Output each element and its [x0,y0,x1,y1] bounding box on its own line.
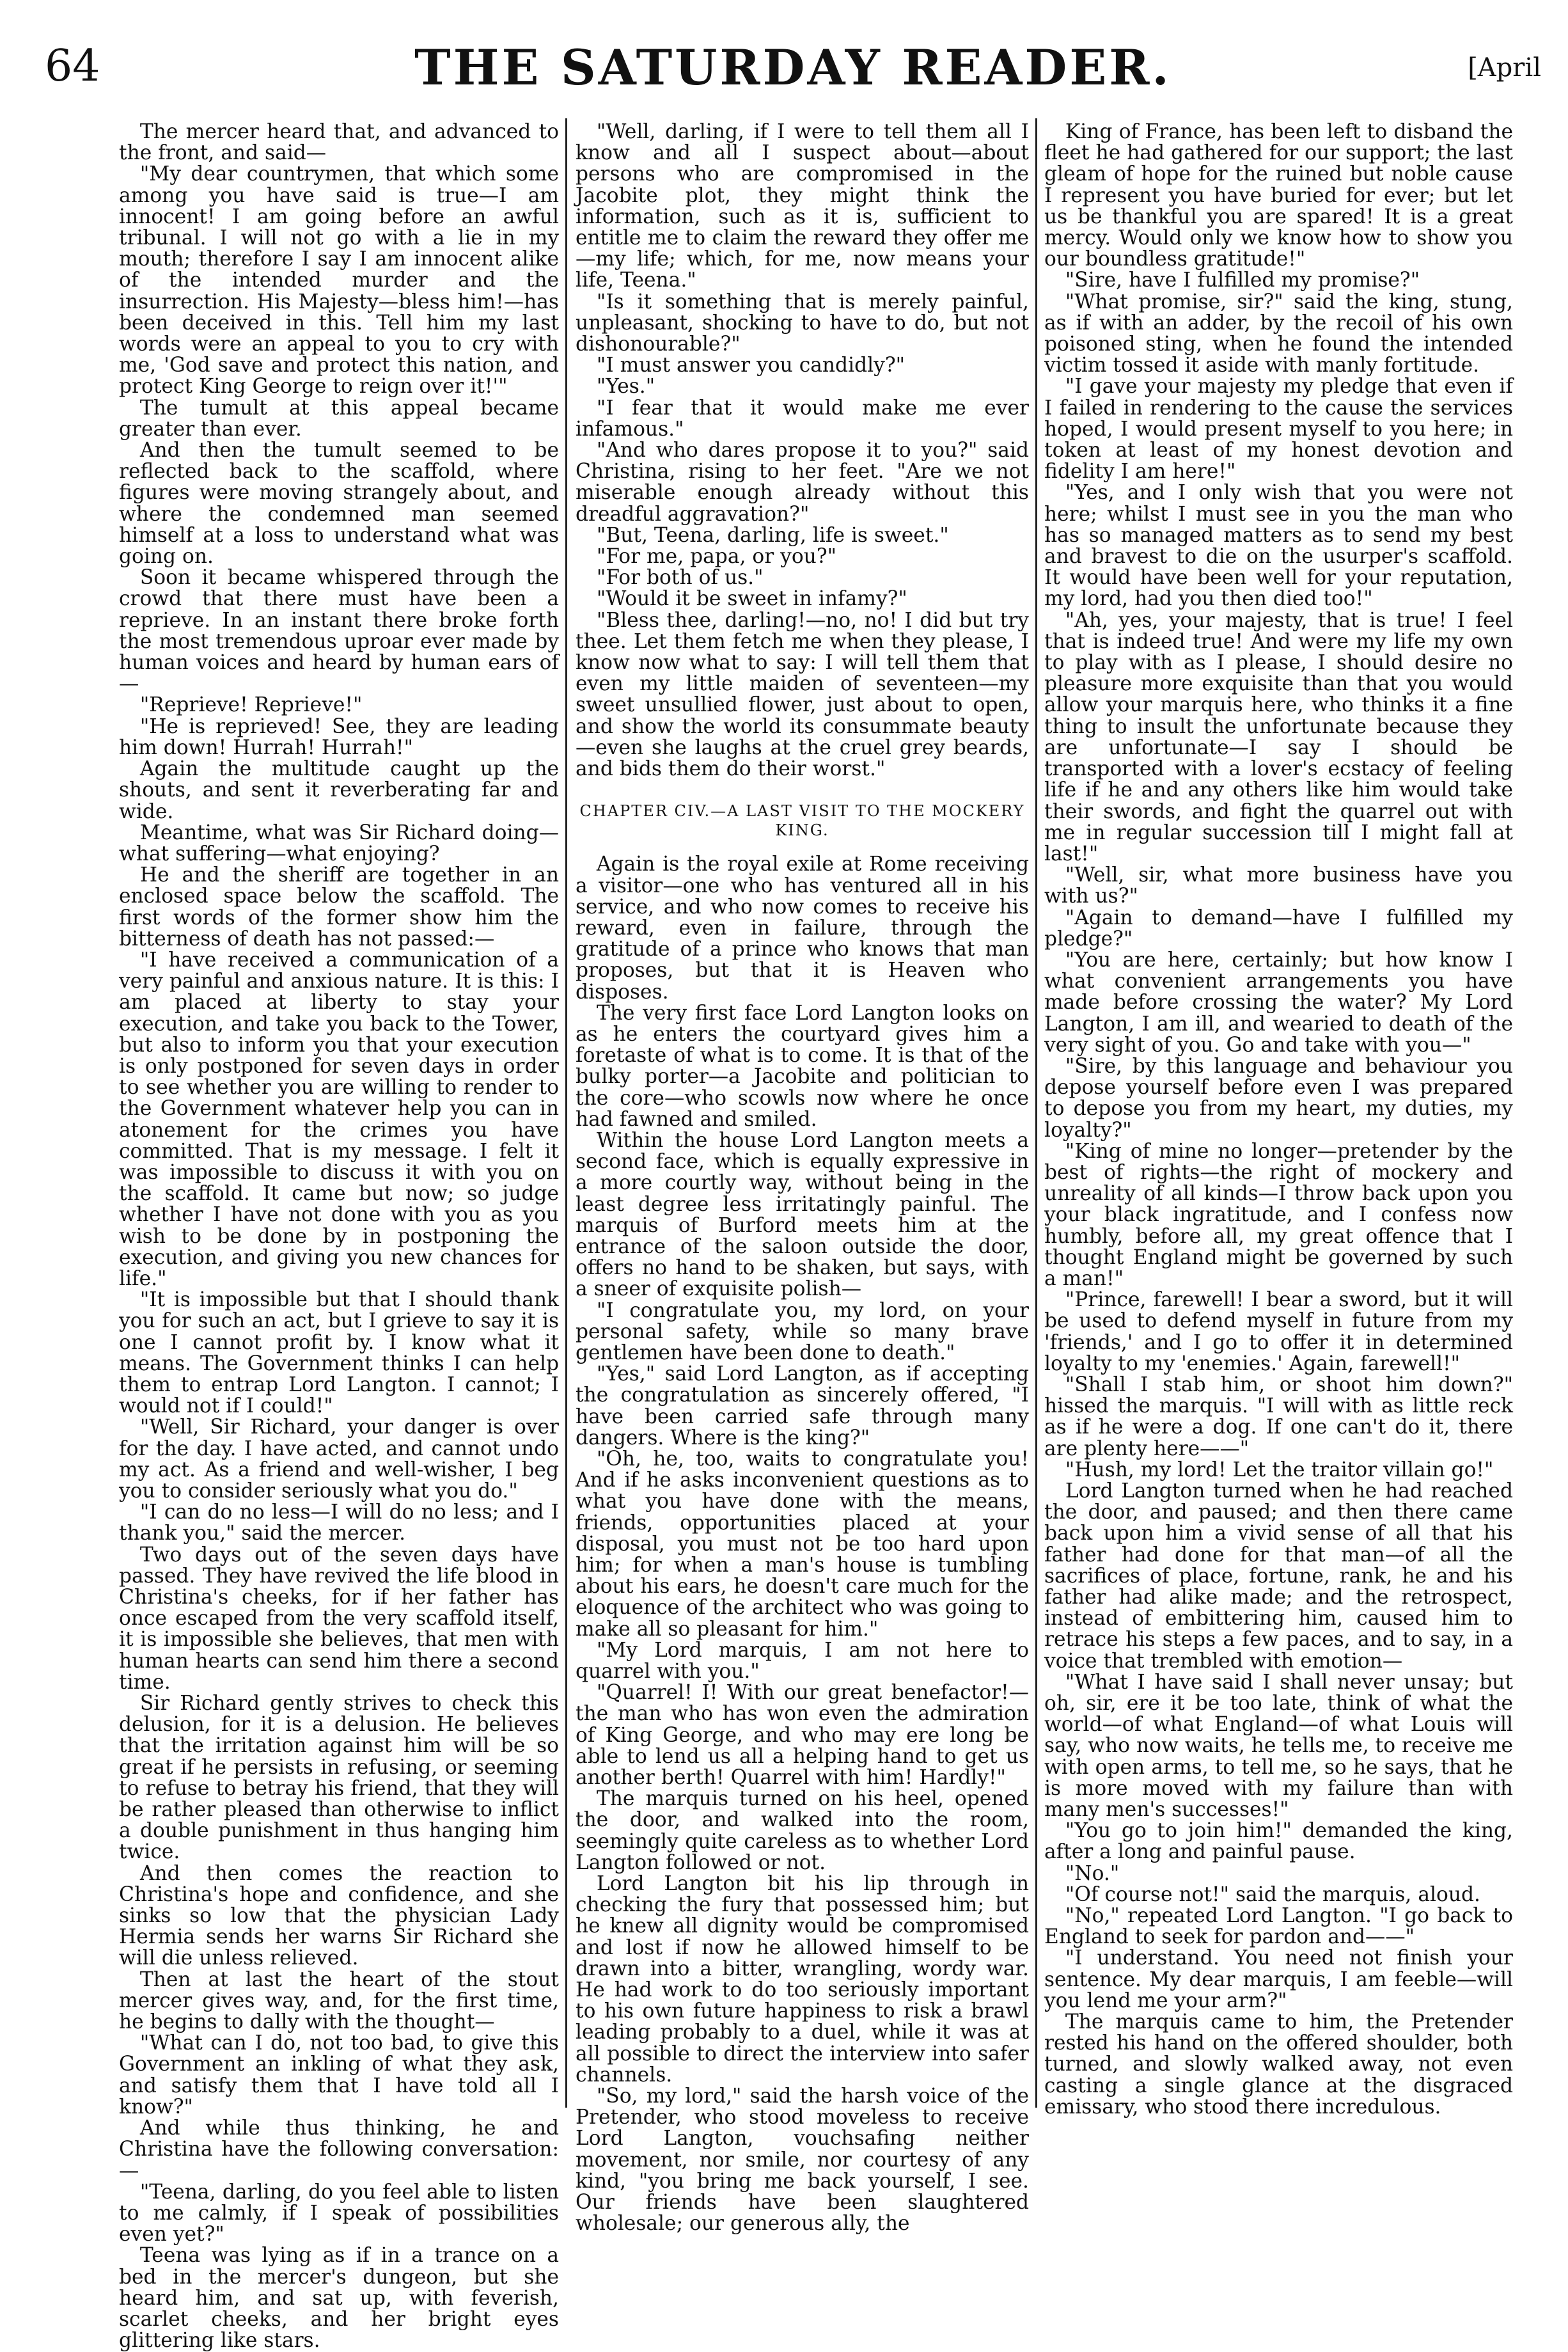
paragraph: "Is it something that is merely painful, unpleasant, shocking to have to do, but not dishonourable?" [576,290,1029,356]
paragraph: "Reprieve! Reprieve!" [139,693,363,717]
paragraph: Meantime, what was Sir Richard doing—what suffering—what enjoying? [119,821,559,865]
paragraph: Two days out of the seven days have passed. They have revived the life blood in Christina's cheeks, for if her father has once escaped from the very scaffold itself, it is impossible she believes, that men with human hearts can send him there a second time. [119,1543,559,1694]
paragraph: "My dear countrymen, that which some among you have said is true—I am innocent! I am going before an awful tribunal. I will not go with a lie in my mouth; therefore I say I am innocent alike of the intended murder and the insurrection. His Majesty—bless him!—has been deceived in this. Tell him my last words were an appeal to you to cry with me, 'God save and protect this nation, and protect King George to reign over it!'" [119,162,559,399]
column-divider [565,118,567,2108]
paragraph: "I fear that it would make me ever infamous." [576,396,1029,441]
paragraph: "Oh, he, too, waits to congratulate you! And if he asks inconvenient questions as to what you have done with the means, friends, opportunities placed at your disposal, you must not be too hard upon him; for when a man's house is tumbling about his ears, he doesn't care much for the eloquence of the architect who was going to make all so pleasant for him." [576,1447,1029,1641]
paragraph: "Prince, farewell! I bear a sword, but it will be used to defend myself in future from my 'friends,' and I go to offer it in determined loyalty to my 'enemies.' Again, farewell!" [1044,1288,1513,1375]
paragraph: "What promise, sir?" said the king, stung, as if with an adder, by the recoil of his own poisoned sting, when he found the intended victim tossed it aside with manly fortitude. [1044,290,1513,377]
paragraph: "What I have said I shall never unsay; but oh, sir, ere it be too late, think of what the world—of what England—of what Louis will say, who now waits, he tells me, to receive me with open arms, to tell me, so he says, that he is more moved with my failure than with many men's successes!" [1044,1670,1513,1822]
paragraph: King of France, has been left to disband the fleet he had gathered for our support; the last gleam of hope for the ruined but noble cause I represent you have buried for ever; but let us be thankful you are spared! It is a great mercy. Would only we know how to show you our boundless gratitude!" [1044,120,1513,271]
paragraph: "Quarrel! I! With our great benefactor!—the man who has won even the admiration of King George, and who may ere long be able to lend us all a helping hand to get us another berth! Quarrel with him! Hardly!" [576,1681,1029,1790]
paragraph: "Bless thee, darling!—no, no! I did but try thee. Let them fetch me when they please, I know now what to say: I will tell them that even my little maiden of seventeen—my sweet unsullied flower, just about to open, and show the world its consummate beauty—even she laughs at the cruel grey beards, and bids them do their worst." [576,608,1029,781]
paragraph: "And who dares propose it to you?" said Christina, rising to her feet. "Are we not miserable enough already without this dreadful aggravation?" [576,439,1029,526]
paragraph: And then comes the reaction to Christina's hope and confidence, and she sinks so low that the physician Lady Hermia sends her warns Sir Richard she will die unless relieved. [119,1861,559,1970]
paragraph: "Again to demand—have I fulfilled my pledge?" [1044,906,1513,951]
paragraph: And then the tumult seemed to be reflected back to the scaffold, where figures were moving strangely about, and where the condemned man seemed himself at a loss to understand what was going on. [119,439,559,569]
paragraph: "It is impossible but that I should thank you for such an act, but I grieve to say it is one I cannot profit by. I know what it means. The Government thinks I can help them to entrap Lord Langton. I cannot; I would not if I could!" [119,1288,559,1418]
paragraph: "I congratulate you, my lord, on your personal safety, while so many brave gentlemen have been done to death." [576,1298,1029,1364]
text-column-1 [119,120,559,2352]
paragraph: And while thus thinking, he and Christina have the following conversation:— [119,2117,559,2182]
paragraph: "Sire, have I fulfilled my promise?" [1065,269,1420,292]
paragraph: "You go to join him!" demanded the king, after a long and painful pause. [1044,1819,1513,1864]
paragraph: "Well, sir, what more business have you with us?" [1044,864,1513,908]
paragraph: Teena was lying as if in a trance on a bed in the mercer's dungeon, but she heard him, and sat up, with feverish, scarlet cheeks, and her bright eyes glittering like stars. [119,2244,559,2352]
paragraph: "Teena, darling, do you feel able to listen to me calmly, if I speak of possibilities even yet?" [119,2180,559,2246]
paragraph: "Yes." [596,375,655,399]
paragraph: "So, my lord," said the harsh voice of the Pretender, who stood moveless to receive Lord Langton, vouchsafing neither movement, nor smile, nor courtesy of any kind, "you bring me back yourself, I see. Our friends have been slaughtered wholesale; our generous ally, the [576,2085,1029,2236]
paragraph: Again is the royal exile at Rome receiving a visitor—one who has ventured all in his service, and who now comes to receive his reward, even in failure, through the gratitude of a prince who knows that man proposes, but that it is Heaven who disposes. [576,853,1029,1004]
paragraph: "Well, Sir Richard, your danger is over for the day. I have acted, and cannot undo my act. As a friend and well-wisher, I beg you to consider seriously what you do." [119,1416,559,1503]
paragraph: "Ah, yes, your majesty, that is true! I feel that is indeed true! And were my life my own to play with as I please, I should desire no pleasure more exquisite than that you would allow your marquis here, who thinks it a fine thing to insult the unfortunate because they are unfortunate—I say I should be transported with a lover's ecstacy of feeling life if he and any others like him would take their swords, and fight the quarrel out with me in regular succession till I might fall at last!" [1044,608,1513,865]
paragraph: "For both of us." [596,566,764,590]
paragraph: Soon it became whispered through the crowd that there must have been a reprieve. In an instant there broke forth the most tremendous uproar ever made by human voices and heard by human ears of— [119,566,559,696]
text-column-3 [1044,122,1513,2117]
chapter-heading: CHAPTER CIV.—A LAST VISIT TO THE MOCKERY KING. [579,802,1025,840]
paragraph: "Shall I stab him, or shoot him down?" hissed the marquis. "I will with as little reck as if he were a dog. If one can't do it, there are plenty here——" [1044,1373,1513,1460]
paragraph: "I can do no less—I will do no less; and I thank you," said the mercer. [119,1501,559,1545]
paragraph: He and the sheriff are together in an enclosed space below the scaffold. The first words of the former show him the bitterness of death has not passed:— [119,864,559,951]
paragraph: The tumult at this appeal became greater than ever. [119,396,559,441]
page-header [45,26,1541,96]
paragraph: Then at last the heart of the stout mercer gives way, and, for the first time, he begins to dally with the thought— [119,1968,559,2034]
paragraph: The mercer heard that, and advanced to the front, and said— [119,120,559,165]
paragraph: "Yes, and I only wish that you were not here; whilst I must see in you the man who has so managed matters as to send my best and bravest to die on the usurper's scaffold. It would have been well for your reputation, my lord, had you then died too!" [1044,481,1513,611]
paragraph: Within the house Lord Langton meets a second face, which is equally expressive in a more courtly way, without being in the least degree less irritatingly painful. The marquis of Burford meets him at the entrance of the saloon outside the door, offers no hand to be shaken, but says, with a sneer of exquisite polish— [576,1128,1029,1301]
paragraph: The marquis came to him, the Pretender rested his hand on the offered shoulder, both turned, and slowly walked away, not even casting a single glance at the disgraced emissary, who stood there incredulous. [1044,2010,1513,2119]
text-column-2 [576,120,1029,2236]
issue-month: [April [1468,53,1541,83]
paragraph: "Of course not!" said the marquis, aloud. [1065,1882,1480,1906]
paragraph: Lord Langton turned when he had reached the door, and paused; and then there came back upon him a vivid sense of all that his father had done for that man—of all the sacrifices of place, fortune, rank, he and his father had alike made; and the retrospect, instead of embittering him, caused him to retrace his steps a few paces, and to say, in a voice that trembled with emotion— [1044,1480,1513,1673]
paragraph: "Yes," said Lord Langton, as if accepting the congratulation as sincerely offered, "I have been carried safe through many dangers. Where is the king?" [576,1362,1029,1449]
paragraph: The marquis turned on his heel, opened the door, and walked into the room, seemingly quite careless as to whether Lord Langton followed or not. [576,1787,1029,1874]
paragraph: "I understand. You need not finish your sentence. My dear marquis, I am feeble—will you lend me your arm?" [1044,1946,1513,2012]
paragraph: "My Lord marquis, I am not here to quarrel with you." [576,1638,1029,1684]
paragraph: "Hush, my lord! Let the traitor villain go!" [1065,1458,1494,1481]
masthead-title: THE SATURDAY READER. [414,39,1172,96]
paragraph: Lord Langton bit his lip through in checking the fury that possessed him; but he knew all dignity would be compromised and lost if now he allowed himself to be drawn into a bitter, wrangling, wordy war. He had work to do too seriously important to his own future happiness to risk a brawl leading probably to a duel, while it was at all possible to direct the interview into safer channels. [576,1872,1029,2087]
paragraph: "I gave your majesty my pledge that even if I failed in rendering to the cause the services hoped, I would present myself to you here; in token at least of my honest devotion and fidelity I am here!" [1044,375,1513,484]
paragraph: "What can I do, not too bad, to give this Government an inkling of what they ask, and satisfy them that I have told all I know?" [119,2032,559,2119]
paragraph: "Well, darling, if I were to tell them all I know and all I suspect about—about persons who are compromised in the Jacobite plot, they might think the information, such as it is, sufficient to entitle me to claim the reward they offer me—my life; which, for me, now means your life, Teena." [576,120,1029,292]
paragraph: "Sire, by this language and behaviour you depose yourself before even I was prepared to depose you from my heart, my duties, my loyalty?" [1044,1054,1513,1142]
paragraph: The very first face Lord Langton looks on as he enters the courtyard gives him a foretaste of what is to come. It is that of the bulky porter—a Jacobite and politician to the core—who scowls now where he once had fawned and smiled. [576,1001,1029,1131]
paragraph: "For me, papa, or you?" [596,545,836,569]
paragraph: Sir Richard gently strives to check this delusion, for it is a delusion. He believes that the irritation against him will be so great if he persists in refusing, or seeming to refuse to betray his friend, that they will be rather pleased than otherwise to inflict a double punishment in thus hanging him twice. [119,1692,559,1864]
paragraph: "I have received a communication of a very painful and anxious nature. It is this: I am placed at liberty to stay your execution, and take you back to the Tower, but also to inform you that your execution is only postponed for seven days in order to see whether you are willing to render to the Government whatever help you can in atonement for the crimes you have committed. That is my message. I felt it was impossible to discuss it with you on the scaffold. It came but now; so judge whether I have not done with you as you wish to be done by in postponing the execution, and giving you new chances for life." [119,948,559,1290]
paragraph: "You are here, certainly; but how know I what convenient arrangements you have made before crossing the water? My Lord Langton, I am ill, and wearied to death of the very sight of you. Go and take with you—" [1044,948,1513,1057]
paragraph: "No," repeated Lord Langton. "I go back to England to seek for pardon and——" [1044,1904,1513,1949]
paragraph: "No." [1065,1861,1120,1885]
paragraph: Again the multitude caught up the shouts, and sent it reverberating far and wide. [119,757,559,823]
column-divider [1035,118,1037,2108]
paragraph: "Would it be sweet in infamy?" [596,587,907,611]
paragraph: "King of mine no longer—pretender by the best of rights—the right of mockery and unreality of all kinds—I throw back upon you your black ingratitude, and I confess now humbly, before all, my great offence that I thought England might be governed by such a man!" [1044,1139,1513,1290]
page-number: 64 [45,41,100,91]
paragraph: "But, Teena, darling, life is sweet." [596,523,949,547]
paragraph: "He is reprieved! See, they are leading him down! Hurrah! Hurrah!" [119,714,559,759]
paragraph: "I must answer you candidly?" [596,354,905,377]
